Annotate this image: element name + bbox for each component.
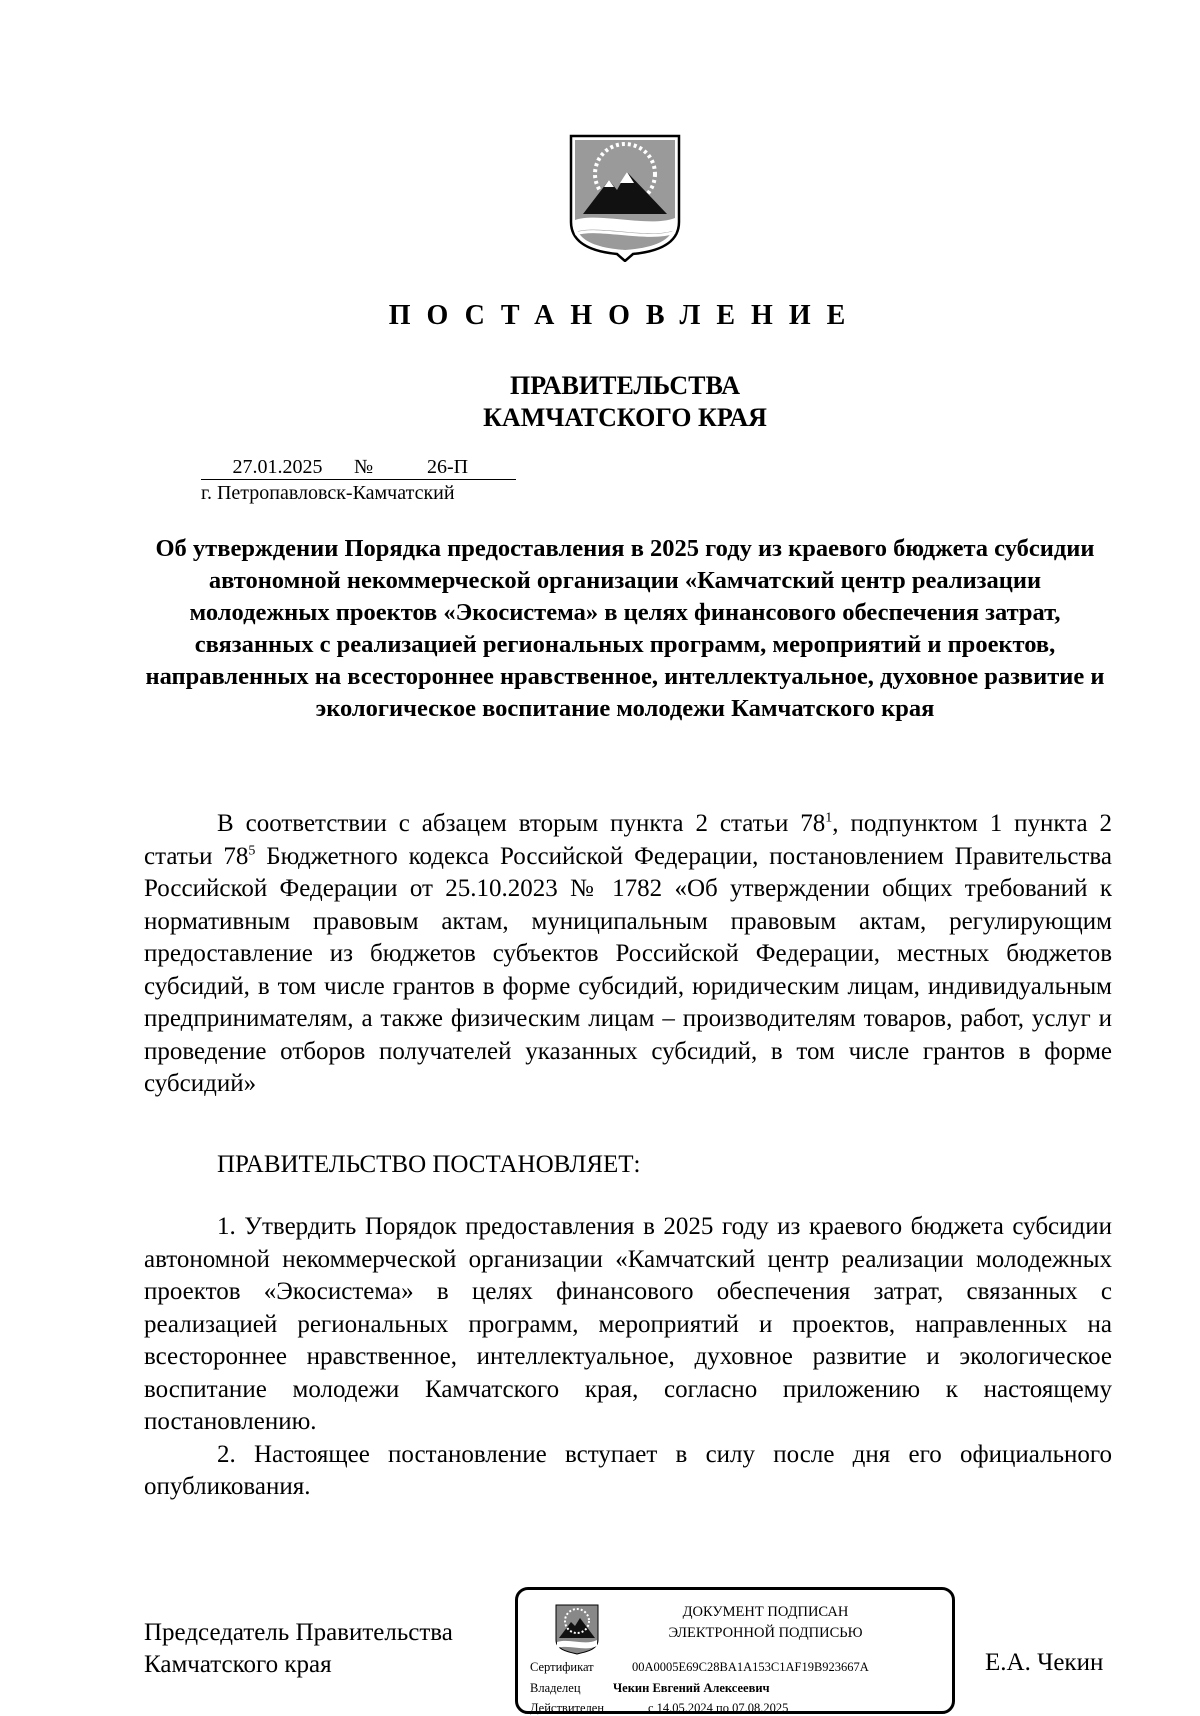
stamp-owner-row: [530, 1681, 770, 1696]
stamp-title: [638, 1602, 893, 1644]
owner-label: Владелец: [530, 1681, 581, 1695]
certificate-label: Сертификат: [530, 1660, 594, 1674]
kamchatka-coat-of-arms-icon: [569, 134, 681, 262]
decree-item-1: 1. Утвердить Порядок предоставления в 2025 году из краевого бюджета субсидии автономной некоммерческой организации «Камчатский центр реализации молодежных проектов «Экосистема» в целях финансового обеспечения затрат, связанных с реализацией региональных программ, мероприятий и проектов, направленных на всестороннее нравственное, интеллектуальное, духовное развитие и экологическое воспитание молодежи Камчатского края, согласно приложению к настоящему постановлению.: [144, 1213, 1112, 1435]
preamble-text-2: , подпунктом 1 пункта 2 статьи 78: [144, 810, 1112, 870]
document-type-title: ПОСТАНОВЛЕНИЕ: [388, 300, 862, 331]
stamp-coat-of-arms-icon: [555, 1604, 599, 1656]
signer-position: [144, 1617, 453, 1681]
signer-position-line-2: Камчатского края: [144, 1651, 332, 1678]
validity-value: с 14.05.2024 по 07.08.2025: [648, 1701, 789, 1715]
document-number: 26-П: [379, 456, 516, 480]
number-sign: №: [354, 456, 379, 480]
stamp-title-line-1: ДОКУМЕНТ ПОДПИСАН: [682, 1604, 849, 1620]
document-subject: Об утверждении Порядка предоставления в 2025 году из краевого бюджета субсидии автономной некоммерческой организации «Камчатский центр реализации молодежных проектов «Экосистема» в целях финансового обеспечения затрат, связанных с реализацией региональных программ, мероприятий и проектов, направленных на всестороннее нравственное, интеллектуальное, духовное развитие и экологическое воспитание молодежи Камчатского края: [145, 535, 1105, 722]
preamble: [144, 808, 1112, 1101]
issuer-line-1: ПРАВИТЕЛЬСТВА: [510, 371, 740, 400]
stamp-title-line-2: ЭЛЕКТРОННОЙ ПОДПИСЬЮ: [668, 1625, 863, 1641]
stamp-validity-row: [530, 1701, 788, 1716]
signer-position-line-1: Председатель Правительства: [144, 1619, 453, 1646]
decree-items: [144, 1211, 1112, 1504]
decree-item-2: 2. Настоящее постановление вступает в силу после дня его официального опубликования.: [144, 1440, 1112, 1500]
owner-value: Чекин Евгений Алексеевич: [613, 1681, 770, 1695]
city-line: г. Петропавловск-Камчатский: [201, 482, 455, 504]
preamble-text-1: В соответствии с абзацем вторым пункта 2 статьи 78: [217, 810, 826, 837]
electronic-signature-stamp: [515, 1587, 955, 1714]
superscript-1: 1: [825, 810, 833, 826]
issuer-block: [0, 370, 1200, 434]
certificate-value: 00A0005E69C28BA1A153C1AF19B923667A: [632, 1660, 869, 1674]
stamp-certificate-row: [530, 1660, 869, 1675]
decree-heading: ПРАВИТЕЛЬСТВО ПОСТАНОВЛЯЕТ:: [217, 1151, 641, 1178]
superscript-5: 5: [248, 843, 256, 859]
document-date: 27.01.2025: [201, 456, 354, 480]
issuer-line-2: КАМЧАТСКОГО КРАЯ: [483, 403, 767, 432]
preamble-paragraph: [144, 808, 1112, 1101]
signer-name: Е.А. Чекин: [985, 1649, 1104, 1676]
preamble-text-3: Бюджетного кодекса Российской Федерации, постановлением Правительства Российской Федерации от 25.10.2023 № 1782 «Об утверждении общих требований к нормативным правовым актам, муниципальным правовым актам, регулирующим предоставление из бюджетов субъектов Российской Федерации, местных бюджетов субсидий, в том числе грантов в форме субсидий, юридическим лицам, индивидуальным предпринимателям, а также физическим лицам – производителям товаров, работ, услуг и проведение отборов получателей указанных субсидий, в том числе грантов в форме субсидий»: [144, 842, 1112, 1097]
date-number-line: [201, 456, 516, 480]
validity-label: Действителен: [530, 1701, 605, 1715]
